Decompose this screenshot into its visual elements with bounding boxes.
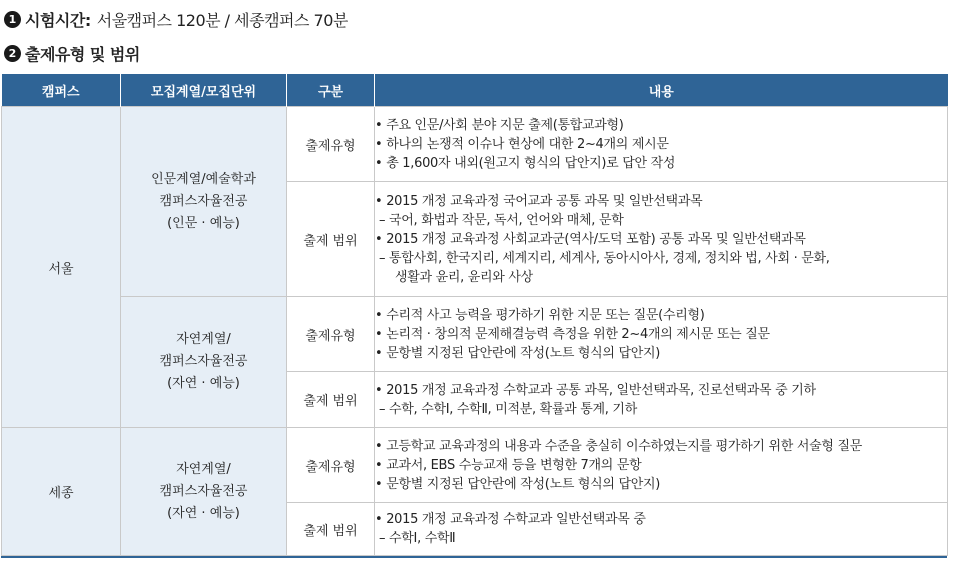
content-subitem: – 국어, 화법과 작문, 독서, 언어와 매체, 문학 bbox=[379, 212, 624, 228]
content-item: • 교과서, EBS 수능교재 등을 변형한 7개의 문항 bbox=[375, 457, 642, 473]
content-item: • 수리적 사고 능력을 평가하기 위한 지문 또는 질문(수리형) bbox=[375, 307, 705, 323]
unit-line: 자연계열/ bbox=[176, 332, 231, 347]
question-type-range-label: 출제유형 및 범위 bbox=[25, 45, 140, 64]
header-campus: 캠퍼스 bbox=[2, 74, 121, 107]
unit-seoul-science bbox=[121, 297, 287, 428]
table-row bbox=[2, 428, 948, 503]
content-item: • 2015 개정 교육과정 국어교과 공통 과목 및 일반선택과목 bbox=[375, 193, 703, 209]
content-cell bbox=[375, 297, 948, 372]
content-item: • 하나의 논쟁적 이슈나 현상에 대한 2~4개의 제시문 bbox=[375, 136, 669, 152]
content-subitem: 생활과 윤리, 윤리와 사상 bbox=[395, 269, 533, 285]
section-1-heading bbox=[4, 8, 348, 31]
unit-line: 인문계열/예술학과 bbox=[151, 171, 256, 187]
category-range: 출제 범위 bbox=[287, 372, 375, 428]
content-item: • 논리적 · 창의적 문제해결능력 측정을 위한 2~4개의 제시문 또는 질문 bbox=[375, 326, 770, 342]
unit-line: (인문 · 예능) bbox=[167, 215, 240, 231]
content-item: • 문항별 지정된 답안란에 작성(노트 형식의 답안지) bbox=[375, 345, 661, 361]
content-cell bbox=[375, 107, 948, 182]
content-subitem: – 수학Ⅰ, 수학Ⅱ bbox=[379, 531, 456, 546]
number-badge-2: 2 bbox=[4, 45, 21, 62]
content-item: • 주요 인문/사회 분야 지문 출제(통합교과형) bbox=[375, 117, 624, 133]
category-range: 출제 범위 bbox=[287, 182, 375, 297]
category-type: 출제유형 bbox=[287, 297, 375, 372]
unit-seoul-humanities bbox=[121, 107, 287, 297]
campus-sejong: 세종 bbox=[2, 428, 121, 556]
category-type: 출제유형 bbox=[287, 428, 375, 503]
exam-time-value: 서울캠퍼스 120분 / 세종캠퍼스 70분 bbox=[96, 11, 348, 30]
category-range: 출제 범위 bbox=[287, 503, 375, 556]
exam-time-label: 시험시간: bbox=[25, 11, 91, 30]
unit-line: 캠퍼스자율전공 bbox=[159, 193, 248, 209]
table-row bbox=[2, 107, 948, 182]
content-subitem: – 통합사회, 한국지리, 세계지리, 세계사, 동아시아사, 경제, 정치와 법, 사회 · 문화, bbox=[379, 250, 830, 266]
content-item: • 총 1,600자 내외(원고지 형식의 답안지)로 답안 작성 bbox=[375, 155, 676, 171]
table-row bbox=[2, 297, 948, 372]
content-cell bbox=[375, 503, 948, 556]
header-content: 내용 bbox=[375, 74, 948, 107]
content-subitem: – 수학, 수학Ⅰ, 수학Ⅱ, 미적분, 확률과 통계, 기하 bbox=[379, 401, 637, 417]
table-header-row bbox=[2, 74, 948, 107]
content-item: • 2015 개정 교육과정 수학교과 일반선택과목 중 bbox=[375, 512, 646, 527]
table-bottom-rule bbox=[1, 556, 947, 558]
unit-sejong-science bbox=[121, 428, 287, 556]
content-item: • 고등학교 교육과정의 내용과 수준을 충실히 이수하였는지를 평가하기 위한 서술형 질문 bbox=[375, 438, 862, 454]
unit-line: 캠퍼스자율전공 bbox=[159, 354, 248, 369]
header-category: 구분 bbox=[287, 74, 375, 107]
unit-line: (자연 · 예능) bbox=[167, 505, 240, 521]
unit-line: 캠퍼스자율전공 bbox=[159, 483, 248, 499]
content-item: • 2015 개정 교육과정 수학교과 공통 과목, 일반선택과목, 진로선택과목 중 기하 bbox=[375, 382, 816, 398]
content-cell bbox=[375, 182, 948, 297]
campus-seoul: 서울 bbox=[2, 107, 121, 428]
content-item: • 2015 개정 교육과정 사회교과군(역사/도덕 포함) 공통 과목 및 일반선택과목 bbox=[375, 231, 806, 247]
section-2-heading bbox=[4, 42, 140, 65]
content-cell bbox=[375, 428, 948, 503]
unit-line: (자연 · 예능) bbox=[167, 376, 240, 391]
unit-line: 자연계열/ bbox=[176, 461, 231, 477]
category-type: 출제유형 bbox=[287, 107, 375, 182]
exam-info-table bbox=[1, 74, 948, 556]
content-item: • 문항별 지정된 답안란에 작성(노트 형식의 답안지) bbox=[375, 476, 661, 492]
header-unit: 모집계열/모집단위 bbox=[121, 74, 287, 107]
number-badge-1: 1 bbox=[4, 11, 21, 28]
content-cell bbox=[375, 372, 948, 428]
